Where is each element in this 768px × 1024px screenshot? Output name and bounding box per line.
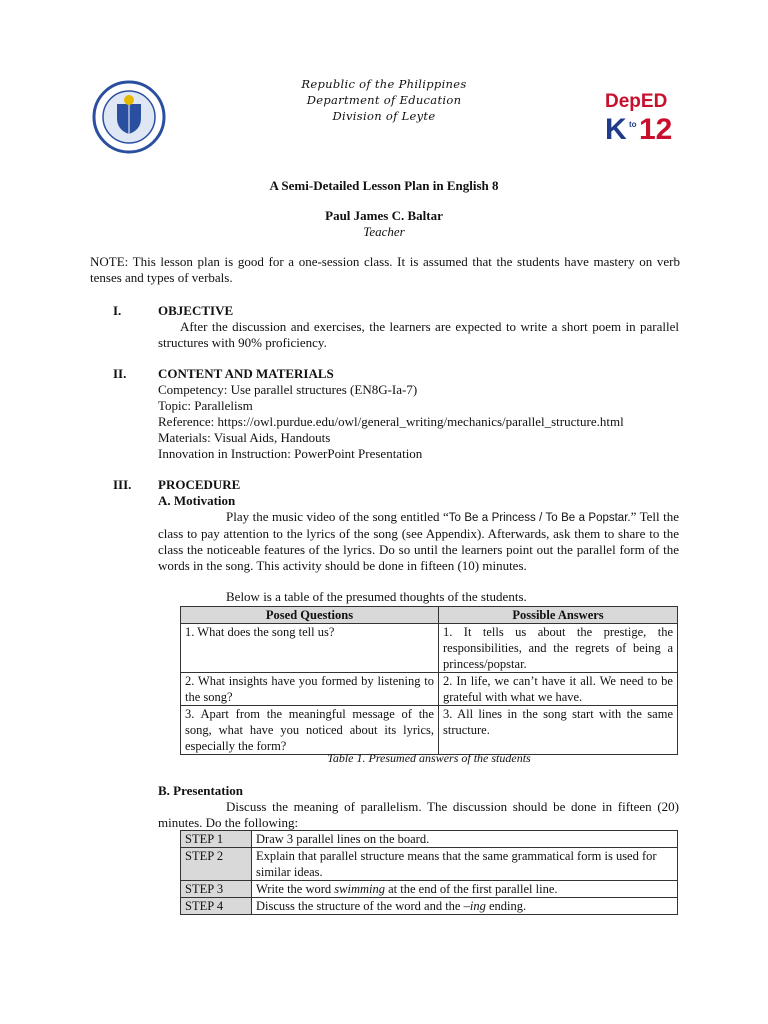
question-cell: 3. Apart from the meaningful message of the song, what have you noticed about its lyrics, especially the form?	[181, 706, 439, 755]
step-row	[181, 881, 678, 898]
answer-cell: 2. In life, we can’t have it all. We need to be grateful with what we have.	[439, 673, 678, 706]
section-numeral-objective: I.	[113, 303, 122, 318]
section-title-procedure: PROCEDURE	[158, 477, 241, 492]
section-title-objective: OBJECTIVE	[158, 303, 234, 318]
step-row	[181, 898, 678, 915]
step-text-after: ending.	[485, 899, 527, 913]
subsection-motivation: A. Motivation	[158, 493, 236, 508]
step-emphasis: swimming	[334, 882, 385, 896]
step-label: STEP 3	[181, 881, 252, 898]
step-row	[181, 848, 678, 881]
step-row	[181, 831, 678, 848]
answer-cell: 3. All lines in the song start with the same structure.	[439, 706, 678, 755]
table-caption: Table 1. Presumed answers of the students	[327, 751, 531, 765]
svg-text:K: K	[605, 113, 627, 145]
step-emphasis: –ing	[463, 899, 486, 913]
answer-cell: 1. It tells us about the prestige, the responsibilities, and the regrets of being a princess/popstar.	[439, 624, 678, 673]
table-header-row	[181, 607, 678, 624]
step-label: STEP 4	[181, 898, 252, 915]
motivation-text	[158, 509, 679, 574]
question-cell: 2. What insights have you formed by listening to the song?	[181, 673, 439, 706]
teacher-name: Paul James C. Baltar	[325, 208, 443, 223]
table-row	[181, 673, 678, 706]
document-title: A Semi-Detailed Lesson Plan in English 8	[269, 178, 499, 193]
content-materials: Materials: Visual Aids, Handouts	[158, 430, 331, 445]
svg-text:to: to	[629, 120, 637, 129]
motivation-text-before: Play the music video of the song entitled “	[226, 509, 449, 524]
subsection-presentation: B. Presentation	[158, 783, 243, 798]
table-row	[181, 624, 678, 673]
section-numeral-content: II.	[113, 366, 127, 381]
step-text	[252, 881, 678, 898]
presumed-thoughts-table	[180, 606, 678, 755]
header-possible-answers: Possible Answers	[439, 607, 678, 624]
content-innovation: Innovation in Instruction: PowerPoint Presentation	[158, 446, 423, 461]
step-text	[252, 898, 678, 915]
header-posed-questions: Posed Questions	[181, 607, 439, 624]
step-label: STEP 2	[181, 848, 252, 881]
step-text-before: Discuss the structure of the word and the	[256, 899, 464, 913]
song-title: To Be a Princess / To Be a Popstar.	[448, 512, 631, 524]
step-text: Draw 3 parallel lines on the board.	[252, 831, 678, 848]
letterhead-line-division: Division of Leyte	[332, 109, 436, 123]
motivation-text-after: ” Tell the class to pay attention to the lyrics of the song (see Appendix). Afterwards, ask them to share to the class the noticeable features of the lyrics. Do so until the learners point out the parallel form of the words in the song. This activity should be done in fifteen (10) minutes.	[158, 509, 679, 573]
svg-text:12: 12	[639, 113, 673, 145]
deped-k12-logo	[603, 87, 673, 145]
presentation-text: Discuss the meaning of parallelism. The discussion should be done in fifteen (20) minutes. Do the following:	[158, 799, 679, 830]
table-intro: Below is a table of the presumed thoughts of the students.	[226, 589, 527, 604]
letterhead-line-department: Department of Education	[306, 93, 462, 107]
step-text: Explain that parallel structure means that the same grammatical form is used for similar ideas.	[252, 848, 678, 881]
question-cell: 1. What does the song tell us?	[181, 624, 439, 673]
steps-table	[180, 830, 678, 915]
section-numeral-procedure: III.	[113, 477, 132, 492]
teacher-role: Teacher	[363, 224, 405, 239]
table-row	[181, 706, 678, 755]
svg-text:DepED: DepED	[605, 91, 668, 112]
letterhead-line-republic: Republic of the Philippines	[301, 77, 467, 91]
content-competency: Competency: Use parallel structures (EN8G-Ia-7)	[158, 382, 418, 397]
step-label: STEP 1	[181, 831, 252, 848]
content-list	[158, 382, 688, 462]
note-paragraph: NOTE: This lesson plan is good for a one-session class. It is assumed that the students have mastery on verb tenses and types of verbals.	[90, 254, 680, 285]
step-text-after: at the end of the first parallel line.	[385, 882, 558, 896]
step-text-before: Write the word	[256, 882, 335, 896]
objective-text: After the discussion and exercises, the learners are expected to write a short poem in parallel structures with 90% proficiency.	[158, 319, 679, 350]
content-reference: Reference: https://owl.purdue.edu/owl/general_writing/mechanics/parallel_structure.html	[158, 414, 624, 429]
content-topic: Topic: Parallelism	[158, 398, 253, 413]
section-title-content: CONTENT AND MATERIALS	[158, 366, 334, 381]
